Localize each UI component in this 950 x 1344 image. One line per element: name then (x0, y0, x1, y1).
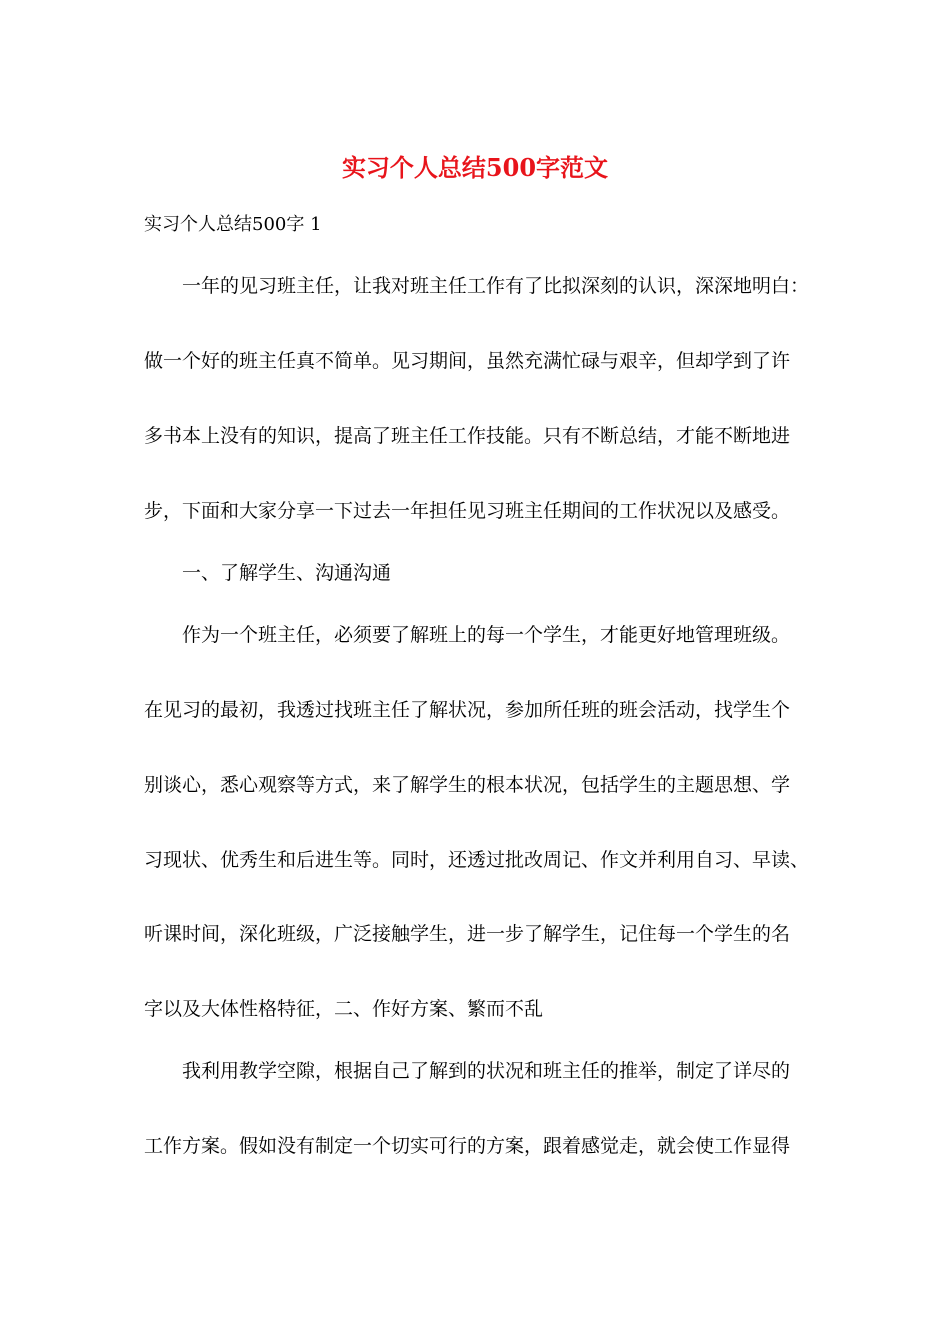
paragraph-line: 多书本上没有的知识，提高了班主任工作技能。只有不断总结，才能不断地进 (144, 425, 791, 447)
document-title: 实习个人总结500字范文 (341, 153, 609, 182)
paragraph-line: 做一个好的班主任真不简单。见习期间，虽然充满忙碌与艰辛，但却学到了许 (144, 350, 791, 372)
paragraph-line: 在见习的最初，我透过找班主任了解状况，参加所任班的班会活动，找学生个 (144, 699, 791, 721)
paragraph-line: 听课时间，深化班级，广泛接触学生，进一步了解学生，记住每一个学生的名 (144, 923, 791, 945)
paragraph-line: 工作方案。假如没有制定一个切实可行的方案，跟着感觉走，就会使工作显得 (144, 1135, 791, 1157)
paragraph-line: 作为一个班主任，必须要了解班上的每一个学生，才能更好地管理班级。 (182, 624, 791, 646)
paragraph-line: 一年的见习班主任，让我对班主任工作有了比拟深刻的认识，深深地明白： (182, 275, 810, 297)
paragraph-line: 字以及大体性格特征，二、作好方案、繁而不乱 (144, 998, 544, 1020)
paragraph-line: 步，下面和大家分享一下过去一年担任见习班主任期间的工作状况以及感受。 (144, 500, 791, 522)
paragraph-line: 习现状、优秀生和后进生等。同时，还透过批改周记、作文并利用自习、早读、 (144, 849, 810, 871)
document-subtitle: 实习个人总结500字 1 (144, 214, 322, 235)
paragraph-line: 别谈心，悉心观察等方式，来了解学生的根本状况，包括学生的主题思想、学 (144, 774, 791, 796)
paragraph-line: 我利用教学空隙，根据自己了解到的状况和班主任的推举，制定了详尽的 (182, 1060, 791, 1082)
section-heading: 一、了解学生、沟通沟通 (182, 562, 392, 584)
